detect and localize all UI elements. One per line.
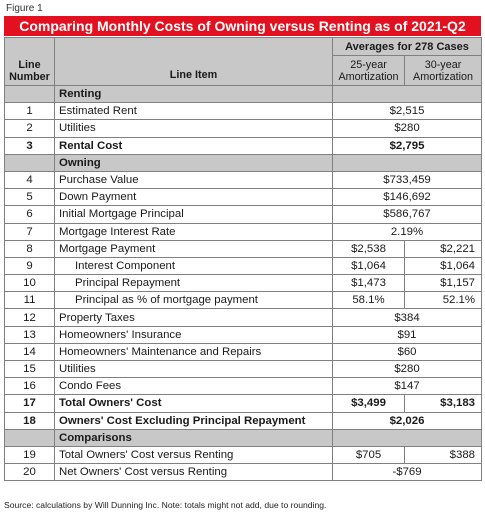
line-item: Total Owners' Cost versus Renting xyxy=(55,446,333,463)
line-number: 2 xyxy=(5,120,55,137)
line-number-header xyxy=(5,38,55,86)
line-item: Initial Mortgage Principal xyxy=(55,206,333,223)
table-row xyxy=(5,206,482,223)
line-item: Homeowners' Insurance xyxy=(55,326,333,343)
line-number: 18 xyxy=(5,412,55,429)
line-item: Down Payment xyxy=(55,189,333,206)
line-item: Condo Fees xyxy=(55,378,333,395)
line-number: 13 xyxy=(5,326,55,343)
value-cell: $91 xyxy=(333,326,482,343)
section-row-comparisons xyxy=(5,429,482,446)
line-number: 6 xyxy=(5,206,55,223)
table-row xyxy=(5,240,482,257)
value-cell: $2,795 xyxy=(333,137,482,154)
value-30-year: $2,221 xyxy=(405,240,482,257)
line-number: 5 xyxy=(5,189,55,206)
value-cell: $146,692 xyxy=(333,189,482,206)
section-label: Comparisons xyxy=(55,429,333,446)
value-cell: $586,767 xyxy=(333,206,482,223)
table-row xyxy=(5,171,482,188)
value-cell: $60 xyxy=(333,343,482,360)
line-number: 16 xyxy=(5,378,55,395)
table-row xyxy=(5,412,482,429)
line-item: Mortgage Payment xyxy=(55,240,333,257)
table-row xyxy=(5,223,482,240)
table-row xyxy=(5,189,482,206)
col-30-year-header xyxy=(405,56,482,86)
table-row xyxy=(5,137,482,154)
cost-comparison-table xyxy=(4,37,482,481)
line-item: Principal as % of mortgage payment xyxy=(55,292,333,309)
table-row xyxy=(5,446,482,463)
averages-header: Averages for 278 Cases xyxy=(333,38,482,56)
line-number: 4 xyxy=(5,171,55,188)
table-row xyxy=(5,103,482,120)
col-25-year-header-line1: 25-year xyxy=(350,59,387,71)
line-number-header-line2: Number xyxy=(9,71,50,83)
value-25-year: $1,064 xyxy=(333,257,405,274)
line-item: Rental Cost xyxy=(55,137,333,154)
value-25-year: $2,538 xyxy=(333,240,405,257)
line-item: Purchase Value xyxy=(55,171,333,188)
value-25-year: $705 xyxy=(333,446,405,463)
col-25-year-header-line2: Amortization xyxy=(338,71,399,83)
line-number: 15 xyxy=(5,361,55,378)
line-item: Interest Component xyxy=(55,257,333,274)
line-item-header: Line Item xyxy=(55,38,333,86)
table-row xyxy=(5,326,482,343)
table-row xyxy=(5,309,482,326)
line-item: Principal Repayment xyxy=(55,275,333,292)
table-row xyxy=(5,343,482,360)
value-cell: $280 xyxy=(333,120,482,137)
table-row xyxy=(5,395,482,412)
value-cell: 2.19% xyxy=(333,223,482,240)
table-row xyxy=(5,378,482,395)
section-row-owning xyxy=(5,154,482,171)
value-25-year: $1,473 xyxy=(333,275,405,292)
section-label: Owning xyxy=(55,154,333,171)
table-row xyxy=(5,292,482,309)
value-cell: $2,026 xyxy=(333,412,482,429)
line-number: 9 xyxy=(5,257,55,274)
line-number: 19 xyxy=(5,446,55,463)
value-30-year: $1,064 xyxy=(405,257,482,274)
value-cell: $733,459 xyxy=(333,171,482,188)
table-row xyxy=(5,464,482,481)
table-title: Comparing Monthly Costs of Owning versus Renting as of 2021-Q2 xyxy=(4,16,481,36)
value-30-year: $388 xyxy=(405,446,482,463)
value-cell: $280 xyxy=(333,361,482,378)
line-number: 12 xyxy=(5,309,55,326)
line-item: Utilities xyxy=(55,361,333,378)
value-30-year: $3,183 xyxy=(405,395,482,412)
line-number: 1 xyxy=(5,103,55,120)
line-number: 8 xyxy=(5,240,55,257)
section-row-renting xyxy=(5,86,482,103)
line-number: 20 xyxy=(5,464,55,481)
line-item: Total Owners' Cost xyxy=(55,395,333,412)
value-30-year: 52.1% xyxy=(405,292,482,309)
value-cell: -$769 xyxy=(333,464,482,481)
line-number: 14 xyxy=(5,343,55,360)
value-cell: $384 xyxy=(333,309,482,326)
table-row xyxy=(5,257,482,274)
line-item: Homeowners' Maintenance and Repairs xyxy=(55,343,333,360)
col-30-year-header-line1: 30-year xyxy=(424,59,462,71)
line-number: 17 xyxy=(5,395,55,412)
source-note: Source: calculations by Will Dunning Inc. Note: totals might not add, due to rounding. xyxy=(4,500,327,510)
line-number: 11 xyxy=(5,292,55,309)
line-number: 7 xyxy=(5,223,55,240)
col-30-year-header-line2: Amortization xyxy=(413,71,474,83)
line-item: Mortgage Interest Rate xyxy=(55,223,333,240)
line-item: Owners' Cost Excluding Principal Repayment xyxy=(55,412,333,429)
value-25-year: 58.1% xyxy=(333,292,405,309)
line-number-header-line1: Line xyxy=(18,59,41,71)
line-number: 10 xyxy=(5,275,55,292)
line-item: Property Taxes xyxy=(55,309,333,326)
figure-label: Figure 1 xyxy=(6,3,43,14)
section-label: Renting xyxy=(55,86,333,103)
table-row xyxy=(5,361,482,378)
table-row xyxy=(5,275,482,292)
value-cell: $2,515 xyxy=(333,103,482,120)
table-row xyxy=(5,120,482,137)
line-number: 3 xyxy=(5,137,55,154)
col-25-year-header xyxy=(333,56,405,86)
value-25-year: $3,499 xyxy=(333,395,405,412)
line-item: Utilities xyxy=(55,120,333,137)
line-item: Net Owners' Cost versus Renting xyxy=(55,464,333,481)
value-30-year: $1,157 xyxy=(405,275,482,292)
value-cell: $147 xyxy=(333,378,482,395)
line-item: Estimated Rent xyxy=(55,103,333,120)
